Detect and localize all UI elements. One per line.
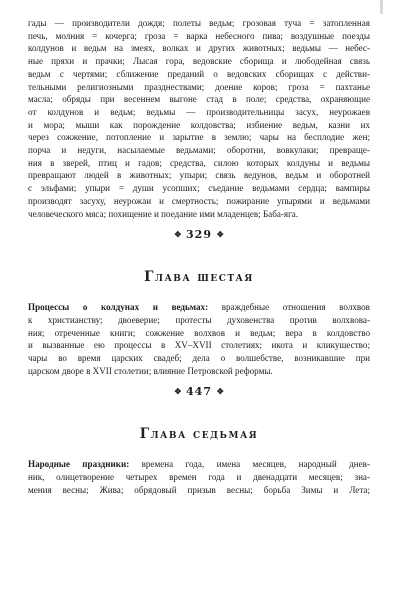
ornament-icon: ✥	[216, 229, 224, 240]
text-fragment: времена года, имена месяцев, народный днев-	[129, 459, 370, 470]
lead-phrase: Народные праздники:	[28, 459, 130, 470]
text-line	[28, 458, 370, 471]
text-line: тельными религиозными празднествами; доение коров; гроза = пахтанье	[28, 81, 370, 92]
text-line: ные пряхи и прачки; Лысая гора, ведовские сборища и любодейная связь	[28, 56, 370, 67]
chapter-summary	[28, 458, 370, 496]
text-line: гады — производители дождя; полеты ведьм; грозовая туча = затопленная	[28, 18, 370, 28]
text-line: ведьм с чертями; сближение преданий о ведовских сборищах с действи-	[28, 68, 370, 79]
text-fragment: враждебные отношения волхвов	[208, 302, 370, 313]
text-line: ния; отреченные книги; сожжение волхвов и ведьм; вера в колдовство	[28, 327, 370, 338]
text-line: производят засуху, неурожаи и смертность; пожирание упырями и ведьмами	[28, 195, 370, 206]
text-line: и мора; мыши как порождение колдовства; избиение ведьм, казни их	[28, 119, 370, 130]
text-line: чары во время царских свадеб; дела о волшебстве, возникавшие при	[28, 353, 370, 364]
text-line: царском дворе в XVII столетии; влияние Петровской реформы.	[28, 365, 273, 376]
chapter-summary	[28, 301, 370, 377]
text-line: человеческого мяса; похищение и поедание ими младенцев; Баба-яга.	[28, 208, 299, 219]
page-reference	[28, 383, 370, 399]
lead-phrase: Процессы о колдунах и ведьмах:	[28, 302, 209, 313]
chapter-heading: Глава шестая	[144, 269, 254, 286]
ornament-icon: ✥	[216, 386, 224, 397]
text-line	[28, 301, 370, 314]
text-line: превращают людей в животных; упыри; связь ведунов, ведьм и оборотней	[28, 170, 370, 181]
contents-section-continued	[28, 17, 370, 220]
text-line: с эльфами; упыри = души усопших; съедание ведьмами сердца; вампиры	[28, 183, 370, 194]
ornament-icon: ✥	[174, 229, 182, 240]
text-line: печь, молния = кочерга; гроза = варка небесного пива; воздушные поезды	[28, 30, 370, 41]
page-edge-mark	[380, 0, 383, 14]
text-line: колдунов и ведьм на змеях, волках и других животных; ведьмы — небес-	[28, 43, 370, 54]
text-line: мения весны; Жива; обрядовый призыв весны; борьба Зимы и Лета;	[28, 484, 370, 495]
text-line: ния в зверей, птиц и гадов; средства, силою которых колдуны и ведьмы	[28, 157, 370, 168]
text-line: масла; обряды при весеннем выгоне стад в поле; средства, охраняющие	[28, 94, 370, 105]
book-page	[28, 17, 370, 497]
page-number: 329	[186, 228, 212, 242]
text-line: через сожжение, потопление и зарытие в землю; чары на бесплодие жен;	[28, 132, 370, 143]
chapter-heading: Глава седьмая	[139, 426, 259, 443]
text-line: ник, олицетворение четырех времен года и двенадцати месяцев; зна-	[28, 472, 370, 483]
text-line: порча и недуги, насылаемые ведьмами; оборотни, вовкулаки; превраще-	[28, 145, 370, 156]
text-line: от колдунов и ведьм; ведьмы — производительницы засух, неурожаев	[28, 106, 370, 117]
text-line: и вызванные ею процессы в XV–XVII столетиях; икота и кликушество;	[28, 340, 370, 351]
page-reference	[28, 226, 370, 242]
page-number: 447	[186, 385, 212, 399]
text-line: к христианству; двоеверие; протесты духовенства против волхвова-	[28, 314, 370, 325]
ornament-icon: ✥	[174, 386, 182, 397]
